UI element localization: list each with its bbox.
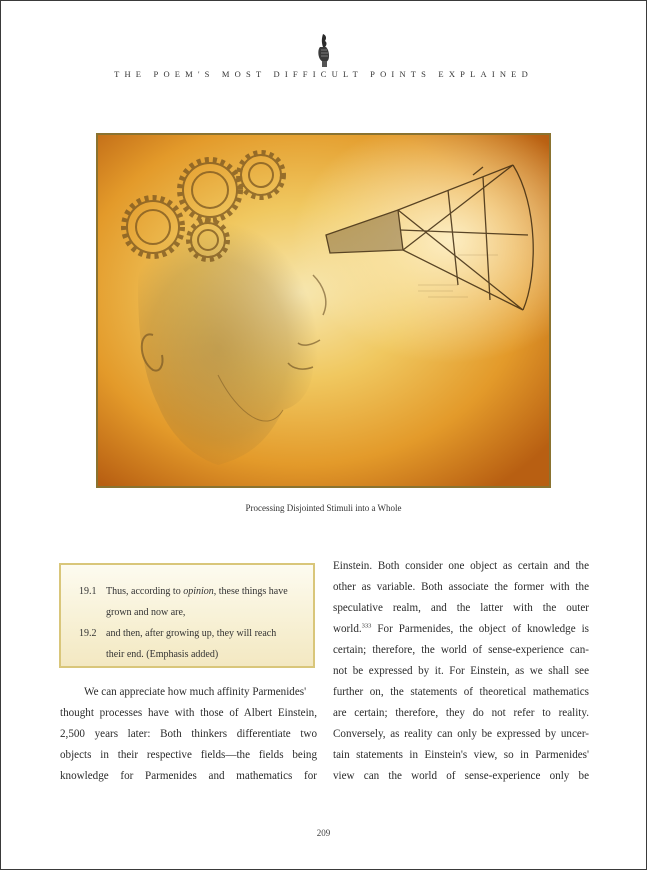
verse-number: 19.2 — [79, 628, 97, 639]
verse-text: grown and now are, — [106, 607, 186, 618]
paragraph-line: not be expressed by it. For Einstein, as we shall see — [333, 665, 589, 677]
paragraph-line: 2,500 years later: Both thinkers differentiate two — [60, 728, 317, 740]
quotation-box — [59, 563, 315, 668]
footnote-marker: 333 — [361, 622, 372, 630]
paragraph-line: further on, the statements of theoretical mathematics — [333, 686, 589, 698]
paragraph-line: We can appreciate how much affinity Parmenides' — [84, 686, 307, 698]
paragraph-line: speculative realm, and the latter with the outer — [333, 602, 589, 614]
illustration-art — [98, 135, 549, 486]
paragraph-line: other as variable. Both associate the former with the — [333, 581, 589, 593]
paragraph-line: are certain; therefore, they do not refer to reality. — [333, 707, 589, 719]
hand-ornament-icon — [313, 32, 335, 68]
paragraph-line: certain; therefore, the world of sense-experience can- — [333, 644, 589, 656]
figure-caption: Processing Disjointed Stimuli into a Whole — [245, 503, 402, 513]
paragraph-line: tain statements in Einstein's view, so in Parmenides' — [333, 749, 589, 761]
illustration-figure — [96, 133, 551, 488]
paragraph-line: world.$^{333}$ For Parmenides, the object of knowledge is — [333, 622, 589, 635]
paragraph-line: objects in their respective fields—the fields being — [60, 749, 317, 761]
verse-text: their end. (Emphasis added) — [106, 649, 219, 660]
running-head: THE POEM'S MOST DIFFICULT POINTS EXPLAINED — [114, 69, 533, 79]
paragraph-line: Einstein. Both consider one object as certain and the — [333, 560, 589, 572]
paragraph-line: thought processes have with those of Albert Einstein, — [60, 707, 317, 719]
verse-text: Thus, according to opinion, these things have — [106, 586, 288, 597]
paragraph-line: view can the world of sense-experience only be — [333, 770, 589, 782]
paragraph-line: knowledge for Parmenides and mathematics for — [60, 770, 317, 782]
verse-number: 19.1 — [79, 586, 97, 597]
page-number: 209 — [316, 828, 331, 838]
verse-text: and then, after growing up, they will reach — [106, 628, 277, 639]
paragraph-line: Conversely, as reality can only be expressed by uncer- — [333, 728, 589, 740]
